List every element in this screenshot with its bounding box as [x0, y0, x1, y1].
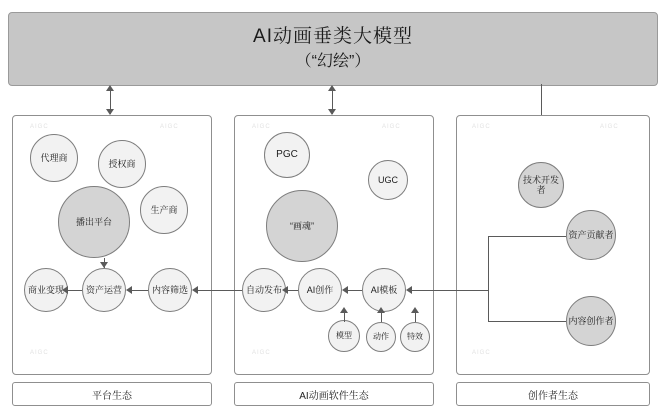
connector-motion-to-template — [381, 312, 382, 322]
watermark: AIGC — [252, 350, 271, 356]
main-title-banner — [8, 12, 658, 86]
footer-label-creator-text: 创作者生态 — [528, 390, 578, 402]
connector-asset-contributor-branch — [488, 236, 566, 237]
arrow-banner-platform-up — [106, 85, 114, 91]
watermark: AIGC — [30, 124, 49, 130]
connector-creator-spine — [488, 236, 489, 322]
connector-template-to-creation — [348, 290, 362, 291]
footer-label-creator — [456, 382, 650, 406]
node-motion-label: 动作 — [373, 332, 389, 342]
node-producer-label: 生产商 — [150, 204, 178, 215]
watermark: AIGC — [472, 124, 491, 130]
footer-label-software — [234, 382, 434, 406]
arrow-filter-to-asset — [126, 286, 132, 294]
node-pgc-label: PGC — [276, 149, 298, 161]
connector-model-to-template — [344, 312, 345, 322]
node-licensor[interactable] — [98, 140, 146, 188]
main-title-line1: AI动画垂类大模型 — [253, 26, 413, 47]
arrow-creation-to-publish — [282, 286, 288, 294]
node-agent[interactable] — [30, 134, 78, 182]
connector-software-to-platform — [198, 290, 242, 291]
footer-label-software-text: AI动画软件生态 — [299, 390, 369, 402]
node-ai-creation-label: AI创作 — [306, 284, 334, 295]
node-auto-publish-label: 自动发布 — [245, 284, 282, 295]
panel-creator-ecosystem — [456, 115, 650, 375]
watermark: AIGC — [382, 124, 401, 130]
node-licensor-label: 授权商 — [108, 158, 136, 169]
watermark: AIGC — [600, 124, 619, 130]
arrow-asset-to-monetization — [62, 286, 68, 294]
connector-effects-to-template — [415, 312, 416, 322]
node-agent-label: 代理商 — [40, 152, 68, 163]
connector-creator-to-template — [412, 290, 488, 291]
main-title-line2: （“幻绘”） — [295, 53, 371, 70]
connector-asset-to-monetization — [68, 290, 82, 291]
arrow-motion-to-template — [377, 307, 385, 313]
node-effects[interactable] — [400, 322, 430, 352]
node-ugc[interactable] — [368, 160, 408, 200]
node-broadcast-platform-label: 播出平台 — [75, 216, 112, 227]
node-asset-contributor-label: 资产贡献者 — [568, 229, 614, 240]
node-broadcast-platform[interactable] — [58, 186, 130, 258]
node-asset-operation-label: 资产运营 — [85, 284, 122, 295]
node-effects-label: 特效 — [407, 332, 423, 342]
node-auto-publish[interactable] — [242, 268, 286, 312]
node-content-filtering[interactable] — [148, 268, 192, 312]
node-asset-operation[interactable] — [82, 268, 126, 312]
footer-label-platform — [12, 382, 212, 406]
node-pgc[interactable] — [264, 132, 310, 178]
arrow-software-to-platform — [192, 286, 198, 294]
node-content-filtering-label: 内容筛选 — [151, 284, 188, 295]
arrow-creator-to-template — [406, 286, 412, 294]
node-monetization-label: 商业变现 — [27, 284, 64, 295]
node-tech-developer[interactable] — [518, 162, 564, 208]
node-ugc-label: UGC — [378, 174, 398, 185]
watermark: AIGC — [252, 124, 271, 130]
node-model-label: 模型 — [336, 331, 352, 341]
watermark: AIGC — [472, 350, 491, 356]
connector-filter-to-asset — [132, 290, 148, 291]
arrow-model-to-template — [340, 307, 348, 313]
node-huahun-label: “画魂” — [290, 220, 314, 231]
footer-label-platform-text: 平台生态 — [92, 390, 132, 402]
node-asset-contributor[interactable] — [566, 210, 616, 260]
watermark: AIGC — [30, 350, 49, 356]
node-ai-template[interactable] — [362, 268, 406, 312]
node-motion[interactable] — [366, 322, 396, 352]
watermark: AIGC — [160, 124, 179, 130]
node-producer[interactable] — [140, 186, 188, 234]
arrow-banner-software-up — [328, 85, 336, 91]
arrow-template-to-creation — [342, 286, 348, 294]
node-ai-creation[interactable] — [298, 268, 342, 312]
node-ai-template-label: AI模板 — [370, 284, 398, 295]
node-tech-developer-label: 技术开发者 — [522, 174, 559, 195]
node-content-creator-label: 内容创作者 — [568, 315, 614, 326]
arrow-effects-to-template — [411, 307, 419, 313]
node-content-creator[interactable] — [566, 296, 616, 346]
node-model[interactable] — [328, 320, 360, 352]
connector-creation-to-publish — [288, 290, 298, 291]
node-huahun[interactable] — [266, 190, 338, 262]
arrow-broadcast-to-asset — [100, 262, 108, 268]
connector-content-creator-branch — [488, 321, 566, 322]
connector-creator-junction — [488, 290, 489, 291]
